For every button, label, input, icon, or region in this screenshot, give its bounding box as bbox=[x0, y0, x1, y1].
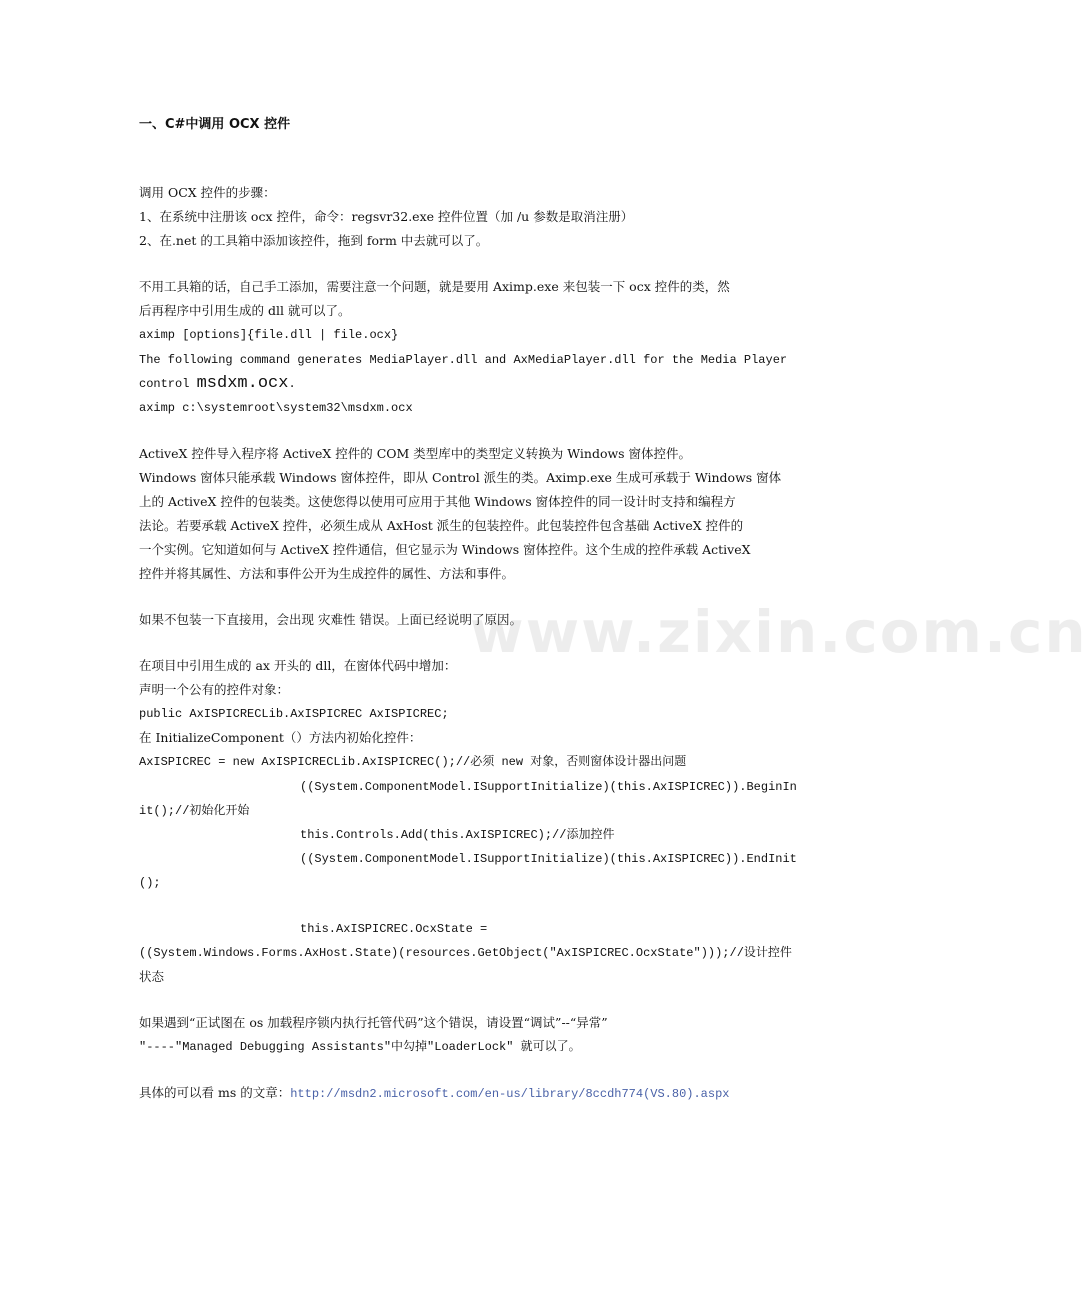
loaderlock-line-1: 如果遇到“正试图在 os 加载程序锁内执行托管代码”这个错误，请设置“调试”--“异常” bbox=[139, 1015, 608, 1030]
code-begininit-line-1: ((System.ComponentModel.ISupportInitialize)(this.AxISPICREC)).BeginIn bbox=[300, 780, 797, 794]
code-ocxstate-line-2: ((System.Windows.Forms.AxHost.State)(resources.GetObject("AxISPICREC.OcxState")));//设计控件 bbox=[139, 946, 792, 960]
activex-line-1: ActiveX 控件导入程序将 ActiveX 控件的 COM 类型库中的类型定义转换为 Windows 窗体控件。 bbox=[139, 446, 692, 461]
code-begininit-line-2: it();//初始化开始 bbox=[139, 804, 250, 818]
example-period: . bbox=[288, 377, 296, 391]
code-intro-1: 在项目中引用生成的 ax 开头的 dll，在窗体代码中增加： bbox=[139, 658, 457, 673]
msdn-link[interactable]: http://msdn2.microsoft.com/en-us/library/8ccdh774(VS.80).aspx bbox=[290, 1087, 730, 1101]
watermark: www.zixin.com.cn bbox=[470, 598, 1088, 666]
code-endinit-line-2: (); bbox=[139, 876, 161, 890]
aximp-command: aximp c:\systemroot\system32\msdxm.ocx bbox=[139, 401, 413, 415]
example-description-line-1: The following command generates MediaPlayer.dll and AxMediaPlayer.dll for the Media Player bbox=[139, 353, 788, 367]
code-ocxstate-line-1: this.AxISPICREC.OcxState = bbox=[300, 922, 488, 936]
code-ocxstate-line-3: 状态 bbox=[139, 969, 165, 984]
code-add-line: this.Controls.Add(this.AxISPICREC);//添加控件 bbox=[300, 828, 615, 842]
activex-line-2: Windows 窗体只能承载 Windows 窗体控件，即从 Control 派生的类。Aximp.exe 生成可承载于 Windows 窗体 bbox=[139, 470, 782, 485]
manual-paragraph-line-1: 不用工具箱的话，自己手工添加，需要注意一个问题，就是要用 Aximp.exe 来包装一下 ocx 控件的类，然 bbox=[139, 279, 730, 294]
code-endinit-line-1: ((System.ComponentModel.ISupportInitialize)(this.AxISPICREC)).EndInit bbox=[300, 852, 797, 866]
step-2: 2、在.net 的工具箱中添加该控件，拖到 form 中去就可以了。 bbox=[139, 233, 489, 248]
step-1: 1、在系统中注册该 ocx 控件，命令：regsvr32.exe 控件位置（加 /u 参数是取消注册） bbox=[139, 209, 634, 224]
activex-line-3: 上的 ActiveX 控件的包装类。这使您得以使用可应用于其他 Windows 窗体控件的同一设计时支持和编程方 bbox=[139, 494, 736, 509]
steps-heading: 调用 OCX 控件的步骤： bbox=[139, 185, 276, 200]
no-wrap-warning: 如果不包装一下直接用，会出现 灾难性 错误。上面已经说明了原因。 bbox=[139, 612, 522, 627]
example-ocx-name: msdxm.ocx bbox=[196, 374, 289, 393]
aximp-syntax: aximp [options]{file.dll | file.ocx} bbox=[139, 328, 399, 342]
code-new-line: AxISPICREC = new AxISPICRECLib.AxISPICREC();//必须 new 对象，否则窗体设计器出问题 bbox=[139, 755, 687, 769]
activex-line-4: 法论。若要承载 ActiveX 控件，必须生成从 AxHost 派生的包装控件。此包装控件包含基础 ActiveX 控件的 bbox=[139, 518, 744, 533]
activex-line-6: 控件并将其属性、方法和事件公开为生成控件的属性、方法和事件。 bbox=[139, 566, 515, 581]
section-title: 一、C#中调用 OCX 控件 bbox=[139, 117, 291, 132]
loaderlock-line-2: "----"Managed Debugging Assistants"中勾掉"LoaderLock" 就可以了。 bbox=[139, 1040, 581, 1054]
example-control-prefix: control bbox=[139, 377, 197, 391]
init-intro: 在 InitializeComponent（）方法内初始化控件： bbox=[139, 730, 422, 745]
manual-paragraph-line-2: 后再程序中引用生成的 dll 就可以了。 bbox=[139, 303, 351, 318]
example-description-line-2 bbox=[139, 376, 296, 392]
code-declaration: public AxISPICRECLib.AxISPICREC AxISPICREC; bbox=[139, 707, 449, 721]
activex-line-5: 一个实例。它知道如何与 ActiveX 控件通信，但它显示为 Windows 窗体控件。这个生成的控件承载 ActiveX bbox=[139, 542, 751, 557]
reference-prefix: 具体的可以看 ms 的文章： bbox=[139, 1085, 291, 1100]
reference-line bbox=[139, 1085, 730, 1102]
code-intro-2: 声明一个公有的控件对象： bbox=[139, 682, 290, 697]
